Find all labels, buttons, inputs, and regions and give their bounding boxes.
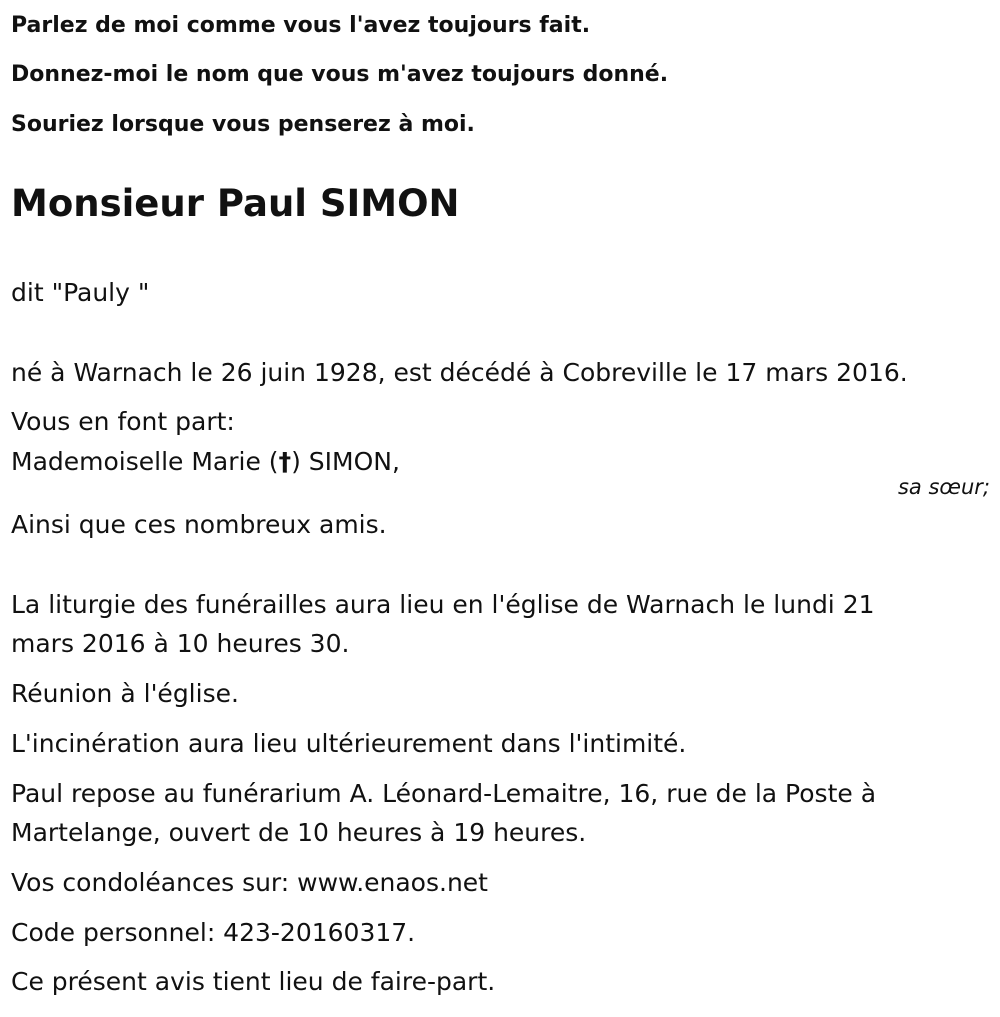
quote-line-3: Souriez lorsque vous penserez à moi.: [11, 112, 475, 137]
quote-line-2: Donnez-moi le nom que vous m'avez toujours donné.: [11, 62, 669, 87]
rest-line-2: Martelange, ouvert de 10 heures à 19 heures.: [11, 818, 587, 847]
meeting-info: Réunion à l'église.: [11, 679, 239, 708]
deceased-name: Monsieur Paul SIMON: [11, 182, 460, 225]
relative-name: [11, 445, 400, 479]
condolences-info: Vos condoléances sur: www.enaos.net: [11, 868, 488, 897]
birth-death-info: né à Warnach le 26 juin 1928, est décédé à Cobreville le 17 mars 2016.: [11, 358, 908, 387]
cross-icon: †: [278, 447, 292, 476]
quote-line-1: Parlez de moi comme vous l'avez toujours fait.: [11, 13, 591, 38]
personal-code: Code personnel: 423-20160317.: [11, 918, 416, 947]
liturgy-line-2: mars 2016 à 10 heures 30.: [11, 629, 350, 658]
notice-info: Ce présent avis tient lieu de faire-part.: [11, 967, 496, 996]
cremation-info: L'incinération aura lieu ultérieurement dans l'intimité.: [11, 729, 687, 758]
liturgy-line-1: La liturgie des funérailles aura lieu en l'église de Warnach le lundi 21: [11, 590, 875, 619]
relative-name-prefix: Mademoiselle Marie (: [11, 447, 279, 476]
nickname: dit "Pauly ": [11, 278, 150, 307]
announcement-intro: Vous en font part:: [11, 407, 235, 436]
relative-relation: sa sœur;: [897, 475, 990, 499]
friends-line: Ainsi que ces nombreux amis.: [11, 510, 387, 539]
relative-name-suffix: ) SIMON,: [291, 447, 400, 476]
rest-line-1: Paul repose au funérarium A. Léonard-Lemaitre, 16, rue de la Poste à: [11, 779, 877, 808]
